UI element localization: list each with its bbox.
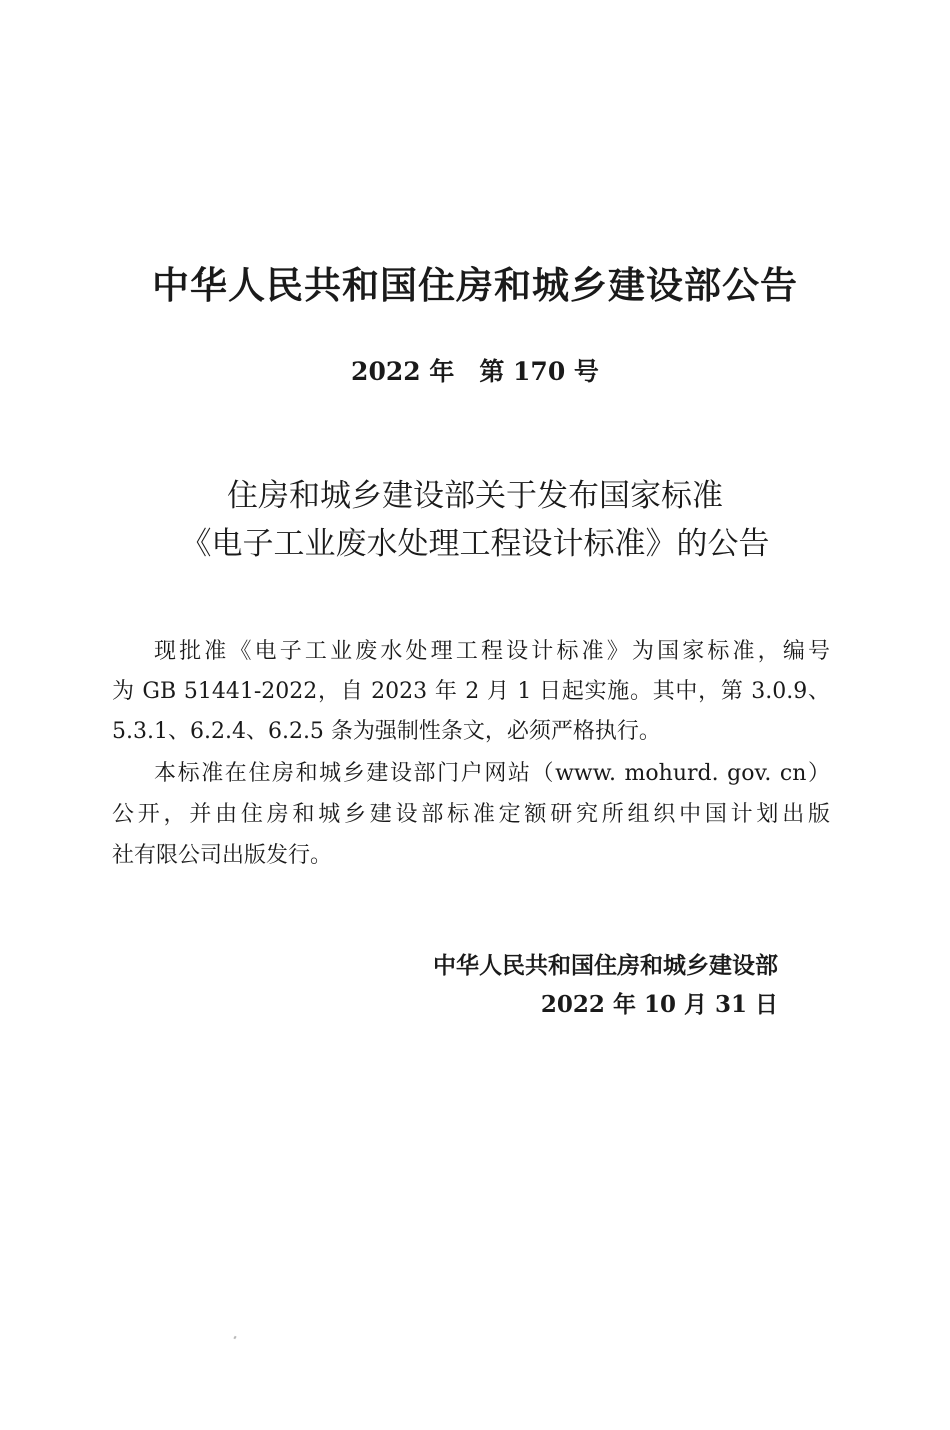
scan-speck	[233, 1336, 236, 1340]
signature-date: 2022 年 10 月 31 日	[540, 991, 778, 1018]
paragraph-1-line-1: 现批准《电子工业废水处理工程设计标准》为国家标准，编号	[154, 639, 830, 664]
paragraph-1-line-3: 5.3.1、6.2.4、6.2.5 条为强制性条文，必须严格执行。	[112, 719, 661, 744]
signature-organization: 中华人民共和国住房和城乡建设部	[433, 953, 778, 979]
paragraph-2-line-3: 社有限公司出版发行。	[112, 843, 333, 868]
announcement-title-line-2: 《电子工业废水处理工程设计标准》的公告	[180, 526, 770, 562]
announcement-number: 2022 年 第 170 号	[351, 357, 599, 386]
paragraph-2-line-2: 公开，并由住房和城乡建设部标准定额研究所组织中国计划出版	[112, 802, 830, 827]
document-heading: 中华人民共和国住房和城乡建设部公告	[152, 264, 798, 307]
paragraph-2-line-1: 本标准在住房和城乡建设部门户网站（www. mohurd. gov. cn）	[154, 761, 830, 786]
announcement-title-line-1: 住房和城乡建设部关于发布国家标准	[227, 478, 723, 514]
paragraph-1-line-2: 为 GB 51441-2022，自 2023 年 2 月 1 日起实施。其中，第 3.0.9、	[112, 679, 830, 704]
